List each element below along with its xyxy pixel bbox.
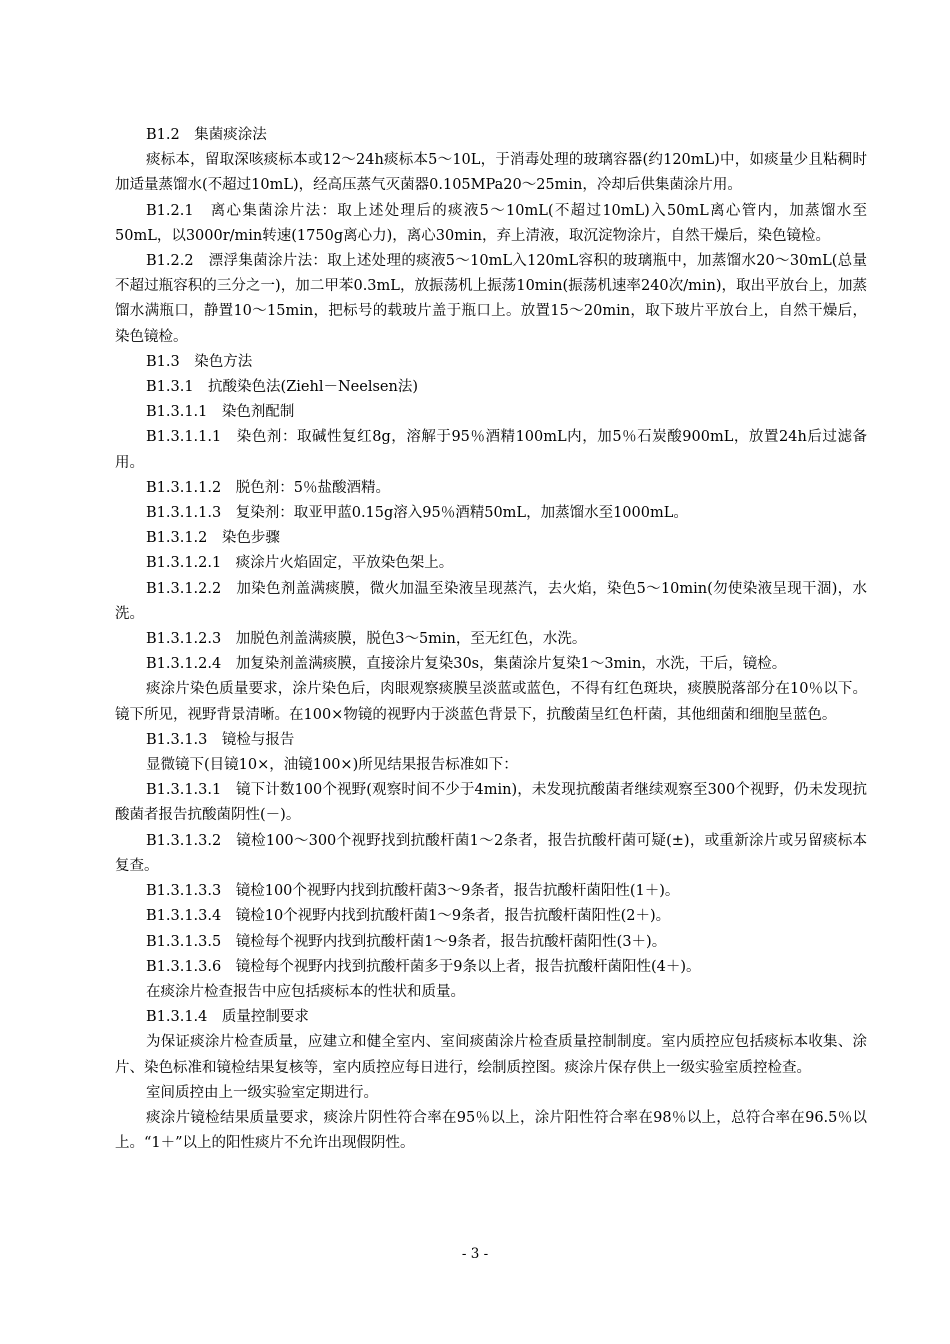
body-paragraph: B1.3.1.3.5 镜检每个视野内找到抗酸杆菌1～9条者，报告抗酸杆菌阳性(3＋)。 [146, 933, 667, 950]
body-paragraph: B1.3.1.3.4 镜检10个视野内找到抗酸杆菌1～9条者，报告抗酸杆菌阳性(2＋)。 [146, 908, 671, 925]
body-paragraph: B1.3.1.1.1 染色剂：取碱性复红8g，溶解于95％酒精100mL内，加5％石炭酸900mL，放置24h后过滤备用。 [115, 429, 867, 471]
body-paragraph: B1.2.1 离心集菌涂片法：取上述处理后的痰液5～10mL(不超过10mL)入50mL离心管内，加蒸馏水至50mL，以3000r/min转速(1750g离心力)，离心30min，弃上清液，取沉淀物涂片，自然干燥后，染色镜检。 [115, 202, 867, 244]
body-paragraph: B1.3.1.1.2 脱色剂：5％盐酸酒精。 [146, 479, 390, 496]
document-body [115, 123, 867, 1156]
body-paragraph: B1.3.1.3.6 镜检每个视野内找到抗酸杆菌多于9条以上者，报告抗酸杆菌阳性(4＋)。 [146, 958, 701, 975]
body-paragraph: B1.3.1.2.3 加脱色剂盖满痰膜，脱色3～5min，至无红色，水洗。 [146, 631, 587, 648]
section-heading: B1.3.1.3 镜检与报告 [146, 731, 295, 748]
body-paragraph: 痰标本，留取深咳痰标本或12～24h痰标本5～10L，于消毒处理的玻璃容器(约120mL)中，如痰量少且粘稠时加适量蒸馏水(不超过10mL)，经高压蒸气灭菌器0.105MPa20～25min，冷却后供集菌涂片用。 [115, 152, 867, 194]
section-heading: B1.3.1.2 染色步骤 [146, 530, 280, 547]
body-paragraph: 室间质控由上一级实验室定期进行。 [146, 1084, 378, 1101]
body-paragraph: 在痰涂片检查报告中应包括痰标本的性状和质量。 [146, 983, 465, 1000]
body-paragraph: 痰涂片镜检结果质量要求，痰涂片阴性符合率在95％以上，涂片阳性符合率在98％以上，总符合率在96.5％以上。“1＋”以上的阳性痰片不允许出现假阴性。 [115, 1109, 867, 1152]
body-paragraph: 为保证痰涂片检查质量，应建立和健全室内、室间痰菌涂片检查质量控制制度。室内质控应包括痰标本收集、涂片、染色标准和镜检结果复核等，室内质控应每日进行，绘制质控图。痰涂片保存供上一级实验室质控检查。 [115, 1034, 867, 1076]
section-heading: B1.3 染色方法 [146, 353, 253, 370]
section-heading: B1.3.1.4 质量控制要求 [146, 1009, 309, 1026]
body-paragraph: B1.3.1.3.2 镜检100～300个视野找到抗酸杆菌1～2条者，报告抗酸杆菌可疑(±)，或重新涂片或另留痰标本复查。 [115, 832, 867, 874]
body-paragraph: B1.3.1.2.2 加染色剂盖满痰膜，微火加温至染液呈现蒸汽，去火焰，染色5～10min(勿使染液呈现干涸)，水洗。 [115, 580, 867, 622]
page-number: - 3 - [461, 1246, 489, 1262]
body-paragraph: B1.3.1.2.4 加复染剂盖满痰膜，直接涂片复染30s，集菌涂片复染1～3min，水洗，干后，镜检。 [146, 656, 787, 673]
body-paragraph: B1.3.1.3.3 镜检100个视野内找到抗酸杆菌3～9条者，报告抗酸杆菌阳性(1＋)。 [146, 883, 680, 900]
body-paragraph: 显微镜下(目镜10×，油镜100×)所见结果报告标准如下： [146, 757, 518, 774]
section-heading: B1.2 集菌痰涂法 [146, 127, 267, 143]
body-paragraph: B1.2.2 漂浮集菌涂片法：取上述处理的痰液5～10mL入120mL容积的玻璃瓶中，加蒸馏水20～30mL(总量不超过瓶容积的三分之一)，加二甲苯0.3mL，放振荡机上振荡10min(振荡机速率240次/min)，取出平放台上，加蒸馏水满瓶口，静置10～15min，把标号的载玻片盖于瓶口上。放置15～20min，取下玻片平放台上，自然干燥后，染色镜检。 [115, 253, 867, 345]
body-paragraph: B1.3.1.1.3 复染剂：取亚甲蓝0.15g溶入95％酒精50mL，加蒸馏水至1000mL。 [146, 505, 688, 522]
body-paragraph: B1.3.1.3.1 镜下计数100个视野(观察时间不少于4min)，未发现抗酸菌者继续观察至300个视野，仍未发现抗酸菌者报告抗酸菌阴性(－)。 [115, 782, 867, 824]
body-paragraph: B1.3.1.2.1 痰涂片火焰固定，平放染色架上。 [146, 555, 454, 572]
section-heading: B1.3.1 抗酸染色法(Ziehl－Neelsen法) [146, 379, 418, 396]
body-paragraph: 痰涂片染色质量要求，涂片染色后，肉眼观察痰膜呈淡蓝或蓝色，不得有红色斑块，痰膜脱落部分在10％以下。镜下所见，视野背景清晰。在100×物镜的视野内于淡蓝色背景下，抗酸菌呈红色杆菌，其他细菌和细胞呈蓝色。 [115, 681, 867, 723]
section-heading: B1.3.1.1 染色剂配制 [146, 404, 295, 421]
